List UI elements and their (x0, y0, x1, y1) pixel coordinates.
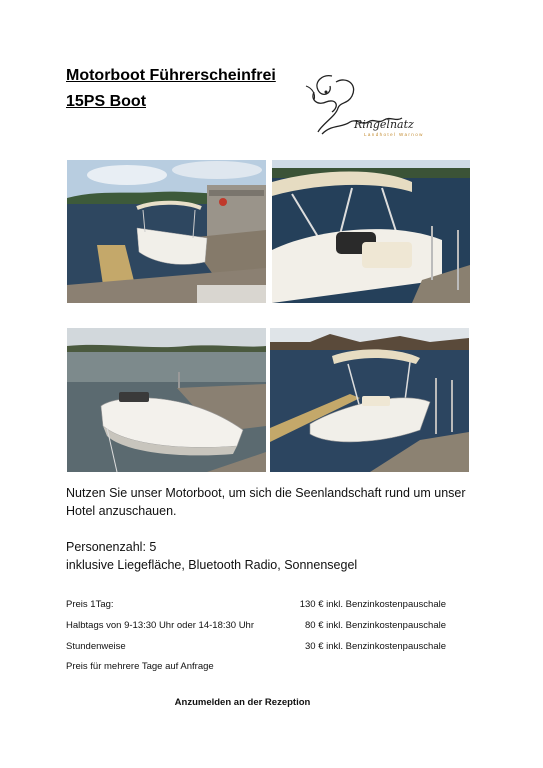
photo-boat-interior (272, 160, 470, 303)
price-label: Preis 1Tag: (66, 599, 114, 610)
page-title: Motorboot Führerscheinfrei (66, 67, 276, 84)
hotel-logo (292, 72, 452, 142)
price-value: 80 € inkl. Benzinkostenpauschale (304, 620, 446, 631)
price-label: Preis für mehrere Tage auf Anfrage (66, 661, 214, 672)
price-label: Halbtags von 9-13:30 Uhr oder 14-18:30 Uhr (66, 620, 255, 631)
price-value: 30 € inkl. Benzinkostenpauschale (304, 641, 446, 652)
price-value: 130 € inkl. Benzinkostenpauschale (299, 599, 446, 610)
logo-signature: Ringelnatz (354, 118, 414, 131)
photo-boat-side (67, 328, 266, 472)
persons-text: Personenzahl: 5 (66, 540, 157, 554)
photo-boat-dock (67, 160, 266, 303)
logo-drawing (292, 72, 452, 142)
intro-text: Nutzen Sie unser Motorboot, um sich die Seenlandschaft rund um unser Hotel anzuschauen. (66, 486, 466, 518)
price-label: Stundenweise (66, 641, 126, 652)
register-note: Anzumelden an der Rezeption (174, 697, 311, 708)
inclusive-text: inklusive Liegefläche, Bluetooth Radio, Sonnensegel (66, 558, 358, 572)
page-subtitle: 15PS Boot (66, 93, 147, 110)
logo-subtitle: Landhotel Warnow (364, 132, 424, 137)
photo-boat-sunshade (270, 328, 469, 472)
